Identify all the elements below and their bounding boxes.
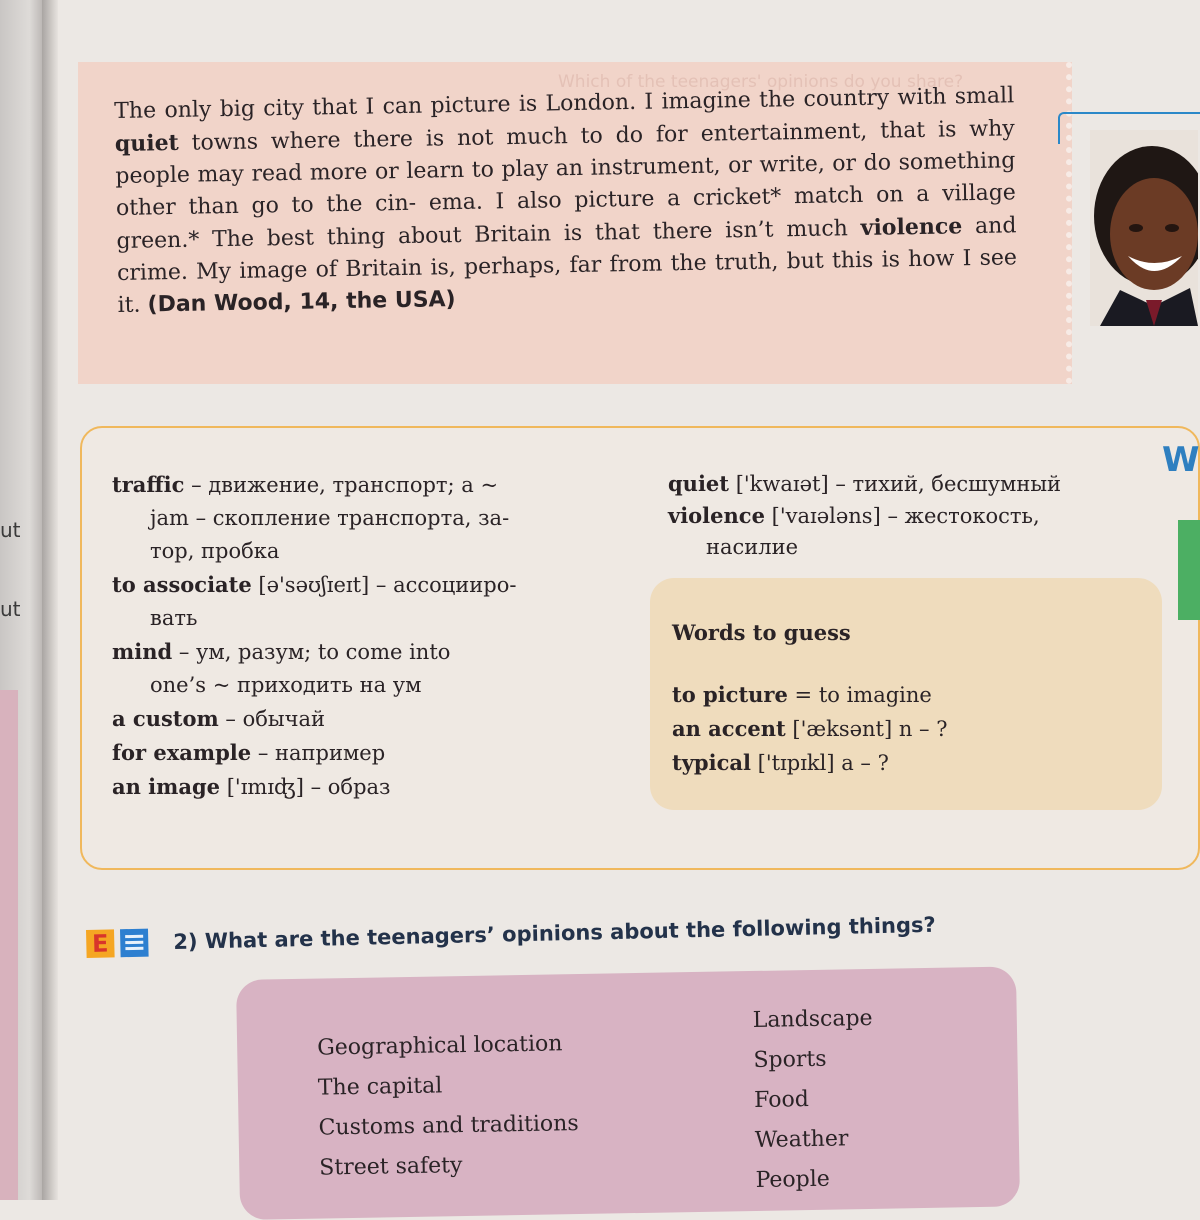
passage-line: and crime. My — [116, 213, 1017, 286]
vocab-definition: – движение, транспорт; a ~ — [191, 473, 499, 497]
vocab-entry-mind — [112, 635, 612, 702]
exercise-e-icon: E — [86, 929, 115, 958]
vocab-entry-for-example — [112, 736, 612, 770]
vocab-continuation: jam – скопление транспорта, за- — [150, 506, 510, 530]
previous-page-fragment: ut — [0, 597, 21, 621]
task-heading — [86, 908, 1046, 958]
vocab-definition: ['kwaɪət] – тихий, бесшумный — [735, 472, 1062, 496]
topic-item: Sports — [753, 1046, 827, 1073]
vocab-entry-quiet — [668, 468, 1158, 500]
vocab-headword: violence — [668, 503, 765, 528]
passage-line: entertainment, that is why people may read more or learn to play — [115, 116, 1015, 189]
vocab-continuation: тор, пробка — [150, 539, 280, 563]
vocab-definition: ['vaɪələns] – жестокость, — [771, 504, 1040, 528]
guess-hint: ['æksənt] n – ? — [792, 717, 948, 741]
vocab-entry-custom — [112, 702, 612, 736]
topic-item: Food — [753, 1087, 810, 1113]
vocab-headword: mind — [112, 639, 173, 664]
previous-page-pink-block — [0, 690, 18, 1200]
vocab-continuation: вать — [150, 606, 198, 630]
topics-left-column — [317, 1024, 580, 1189]
student-photo — [1090, 130, 1198, 326]
vocab-headword: a custom — [112, 706, 219, 731]
vocab-entry-violence — [668, 500, 1158, 563]
vocab-continuation: one’s ~ приходить на ум — [150, 673, 422, 697]
passage-line: towns where there is not much to do for — [191, 121, 689, 156]
topics-right-column — [752, 999, 875, 1201]
side-tab-letter: W — [1162, 440, 1200, 480]
vocab-definition: – ум, разум; to come into — [178, 640, 451, 664]
vocabulary-box — [80, 426, 1200, 870]
passage-line: The only big city that I can picture is London. I imagine the — [114, 87, 796, 124]
words-to-guess-title: Words to guess — [672, 620, 851, 645]
passage-line: an instrument, or write, or do something other than go to the cin- — [115, 148, 1016, 221]
vocab-continuation: насилие — [706, 535, 799, 559]
previous-page-fragment: ut — [0, 518, 21, 542]
passage-line: country with small — [803, 83, 1015, 112]
guess-item — [672, 746, 948, 780]
vocab-headword: to associate — [112, 572, 252, 597]
reading-passage-box — [78, 62, 1072, 384]
task-title: 2) What are the teenagers’ opinions about the following things? — [173, 912, 936, 955]
passage-line: see it. — [117, 245, 1018, 318]
guess-item — [672, 678, 948, 712]
vocab-headword: traffic — [112, 472, 185, 497]
guess-headword: an accent — [672, 716, 786, 741]
vocab-entry-associate — [112, 568, 612, 635]
vocab-definition: – обычай — [225, 707, 325, 731]
guess-headword: to picture — [672, 682, 788, 707]
reading-passage-text — [114, 80, 1018, 322]
topics-box — [236, 966, 1020, 1220]
vocabulary-left-column — [112, 468, 612, 804]
guess-item — [672, 712, 948, 746]
guess-hint: ['tɪpɪkl] a – ? — [757, 751, 889, 775]
topic-item: Geographical location — [316, 1031, 563, 1061]
words-to-guess-box — [650, 578, 1162, 810]
vocab-headword: for example — [112, 740, 252, 765]
previous-page-edge — [0, 0, 42, 1200]
words-to-guess-list — [672, 678, 948, 780]
author-signature: (Dan Wood, 14, the USA) — [147, 287, 456, 318]
topic-item: Weather — [754, 1126, 849, 1153]
side-tab-green — [1178, 520, 1200, 620]
show-through-text: Which of the teenagers' opinions do you share? — [558, 72, 964, 92]
vocab-headword: quiet — [668, 471, 729, 496]
list-icon — [120, 929, 149, 958]
book-gutter — [42, 0, 58, 1200]
highlighted-word-quiet: quiet — [114, 129, 179, 157]
highlighted-word-violence: violence — [860, 213, 963, 241]
vocab-definition: [ə'səʊʃɪeɪt] – ассоцииро- — [258, 573, 517, 597]
topic-item: Customs and traditions — [318, 1111, 579, 1141]
topic-item: The capital — [317, 1073, 443, 1101]
vocab-definition: ['ɪmɪʤ] – образ — [226, 775, 391, 799]
vocab-entry-traffic — [112, 468, 612, 568]
guess-hint: = to imagine — [794, 683, 932, 707]
guess-headword: typical — [672, 750, 751, 775]
passage-line: thing about Britain is that there isn’t much — [326, 216, 849, 251]
topic-item: Street safety — [319, 1153, 463, 1181]
smiling-girl-illustration — [1090, 130, 1198, 326]
vocab-entry-image — [112, 770, 612, 804]
vocab-headword: an image — [112, 774, 221, 799]
topic-item: Landscape — [752, 1005, 873, 1033]
vocabulary-right-column — [668, 468, 1158, 563]
topic-item: People — [755, 1166, 831, 1193]
vocab-definition: – например — [257, 741, 386, 765]
passage-line: ema. I also picture a cricket* match on a village green.* The best — [116, 180, 1017, 254]
passage-line: image of Britain is, perhaps, far from the truth, but this is how I — [239, 246, 972, 284]
